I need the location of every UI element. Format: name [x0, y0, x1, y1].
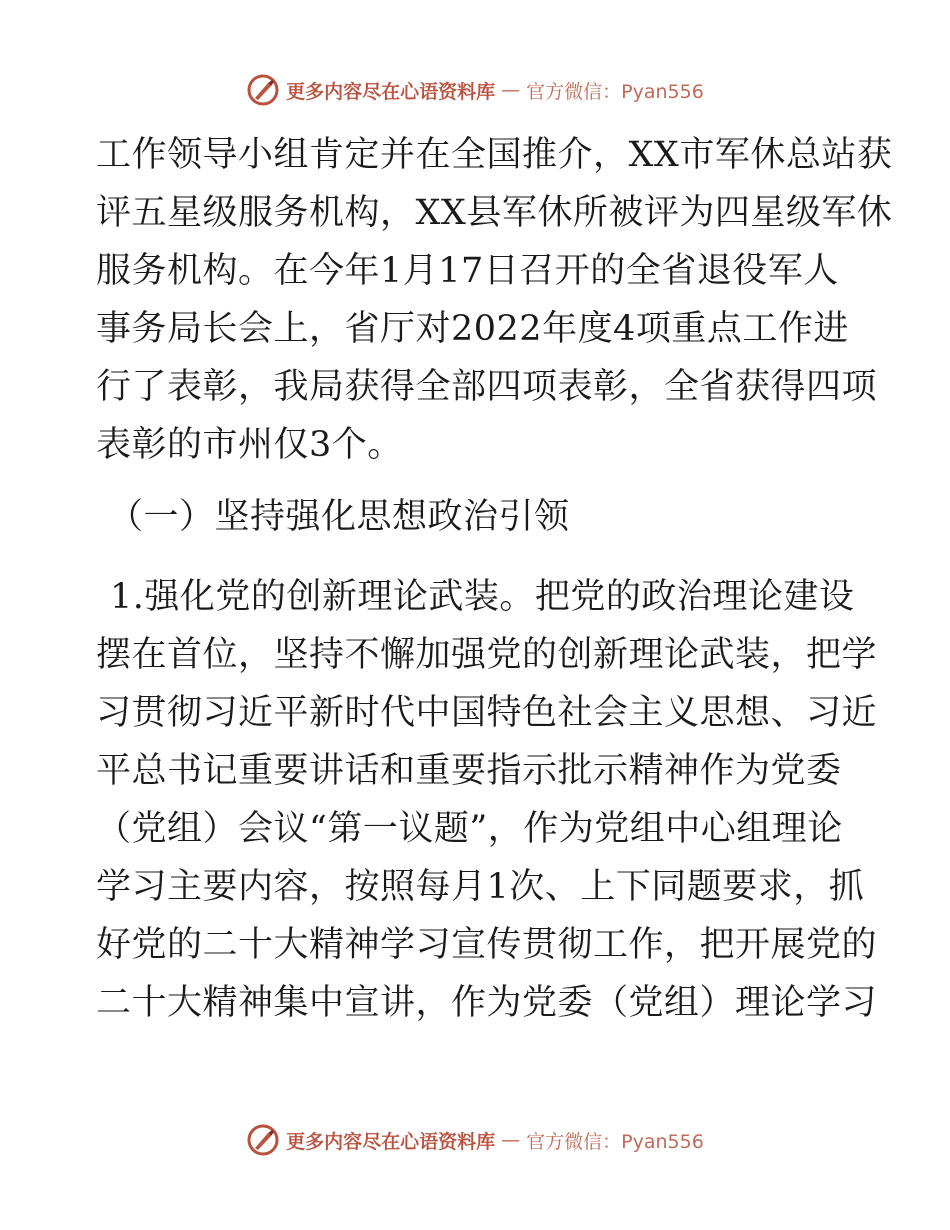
watermark-main-text: 更多内容尽在心语资料库 [286, 1130, 496, 1153]
text-line: 工作领导小组肯定并在全国推介，XX市军休总站获 [96, 135, 893, 175]
pen-logo-icon [246, 1123, 280, 1157]
text-line: 行了表彰，我局获得全部四项表彰，全省获得四项 [96, 367, 878, 407]
watermark-wechat-text: 官方微信：Pyan556 [526, 1130, 704, 1153]
paragraph-2 [96, 568, 878, 1032]
watermark-dash: — [501, 1129, 521, 1151]
watermark-dash: — [501, 79, 521, 101]
document-body [96, 126, 893, 1032]
text-line: 事务局长会上，省厅对2022年度4项重点工作进 [96, 309, 849, 349]
text-line: 评五星级服务机构，XX县军休所被评为四星级军休 [96, 193, 893, 233]
text-line: 平总书记重要讲话和重要指示批示精神作为党委 [96, 751, 842, 791]
text-line: 好党的二十大精神学习宣传贯彻工作，把开展党的 [96, 925, 878, 965]
text-line: 1.强化党的创新理论武装。把党的政治理论建设 [110, 577, 855, 617]
paragraph-1 [96, 126, 893, 474]
footer-watermark [0, 1122, 950, 1158]
pen-logo-icon [246, 73, 280, 107]
text-line: （党组）会议“第一议题”，作为党组中心组理论 [96, 809, 843, 849]
text-line: 服务机构。在今年1月17日召开的全省退役军人 [96, 251, 839, 291]
section-heading: （一）坚持强化思想政治引领 [108, 497, 570, 537]
watermark-main-text: 更多内容尽在心语资料库 [286, 80, 496, 103]
text-line: 二十大精神集中宣讲，作为党委（党组）理论学习 [96, 983, 878, 1023]
text-line: 学习主要内容，按照每月1次、上下同题要求，抓 [96, 867, 865, 907]
text-line: 习贯彻习近平新时代中国特色社会主义思想、习近 [96, 693, 878, 733]
text-line: 摆在首位，坚持不懈加强党的创新理论武装，把学 [96, 635, 878, 675]
text-line: 表彰的市州仅3个。 [96, 425, 403, 465]
header-watermark [0, 72, 950, 108]
watermark-wechat-text: 官方微信：Pyan556 [526, 80, 704, 103]
